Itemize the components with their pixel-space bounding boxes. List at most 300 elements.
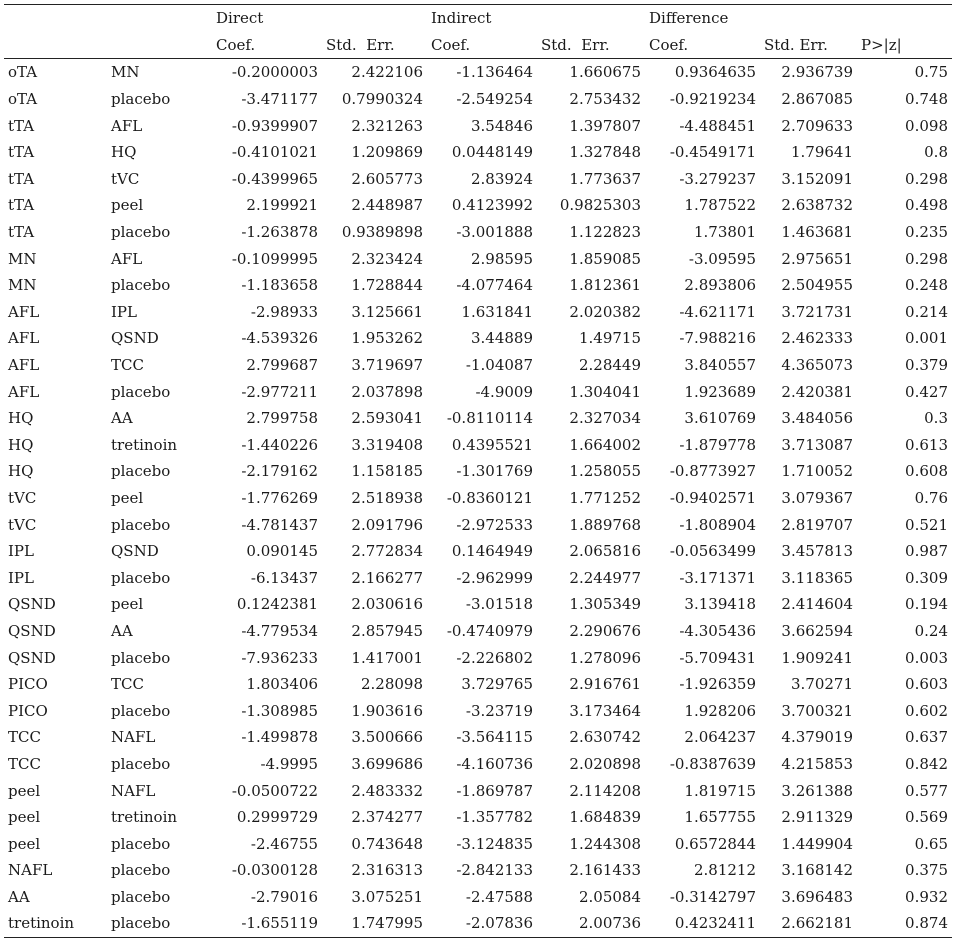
treatment-b-cell: tretinoin (111, 808, 178, 827)
table-row (4, 564, 952, 591)
direct-coef-cell: -0.0500722 (231, 781, 318, 800)
difference-coef-cell: 2.064237 (684, 728, 756, 747)
direct-stderr-cell: 2.448987 (351, 196, 423, 215)
indirect-coef-cell: -4.9009 (475, 382, 533, 401)
difference-stderr-cell: 3.457813 (781, 542, 853, 561)
table-row (4, 777, 952, 804)
treatment-b-cell: TCC (111, 675, 144, 694)
header-difference: Difference (645, 5, 857, 32)
indirect-coef-cell: 1.631841 (461, 302, 533, 321)
indirect-coef-cell: -2.47588 (465, 887, 533, 906)
indirect-stderr-cell: 1.49715 (578, 329, 641, 348)
indirect-coef-cell: 3.44889 (470, 329, 533, 348)
treatment-b-cell: AA (111, 409, 133, 428)
treatment-a-cell: tTA (8, 143, 35, 162)
indirect-stderr-cell: 2.28449 (578, 356, 641, 375)
indirect-stderr-cell: 1.397807 (569, 116, 641, 135)
difference-stderr-cell: 1.909241 (781, 648, 853, 667)
difference-coef-cell: 1.657755 (684, 808, 756, 827)
p-value-cell: 0.248 (905, 276, 948, 295)
table-row (4, 219, 952, 246)
direct-coef-cell: -1.308985 (241, 701, 318, 720)
difference-coef-cell: -5.709431 (679, 648, 756, 667)
treatment-b-cell: placebo (111, 834, 171, 853)
direct-stderr-cell: 2.593041 (351, 409, 423, 428)
p-value-cell: 0.298 (905, 249, 948, 268)
difference-stderr-cell: 3.168142 (781, 861, 853, 880)
indirect-stderr-cell: 1.812361 (569, 276, 641, 295)
treatment-a-cell: oTA (8, 90, 38, 109)
treatment-b-cell: NAFL (111, 728, 156, 747)
p-value-cell: 0.8 (924, 143, 948, 162)
p-value-cell: 0.309 (905, 568, 948, 587)
direct-coef-cell: 1.803406 (246, 675, 318, 694)
difference-coef-cell: -0.8387639 (669, 754, 756, 773)
direct-stderr-cell: 2.030616 (351, 595, 423, 614)
treatment-b-cell: placebo (111, 90, 171, 109)
direct-stderr-cell: 1.953262 (351, 329, 423, 348)
treatment-b-cell: QSND (111, 542, 159, 561)
p-value-cell: 0.76 (914, 488, 948, 507)
direct-stderr-cell: 3.719697 (351, 356, 423, 375)
direct-coef-cell: 2.199921 (246, 196, 318, 215)
indirect-stderr-cell: 2.114208 (569, 781, 641, 800)
p-value-cell: 0.427 (905, 382, 948, 401)
indirect-coef-cell: -1.357782 (456, 808, 533, 827)
difference-stderr-cell: 4.379019 (781, 728, 853, 747)
p-value-cell: 0.842 (905, 754, 948, 773)
table-row (4, 697, 952, 724)
difference-coef-cell: 2.893806 (684, 276, 756, 295)
indirect-stderr-cell: 2.161433 (569, 861, 641, 880)
direct-stderr-cell: 2.316313 (351, 861, 423, 880)
treatment-b-cell: placebo (111, 754, 171, 773)
direct-coef-cell: 0.090145 (246, 542, 318, 561)
treatment-a-cell: peel (8, 808, 41, 827)
treatment-b-cell: placebo (107, 910, 212, 937)
treatment-b-cell: placebo (111, 382, 171, 401)
header-indirect-stderr: Std. Err. (537, 32, 645, 59)
difference-stderr-cell: 2.975651 (781, 249, 853, 268)
header-difference-coef: Coef. (645, 32, 760, 59)
difference-stderr-cell: 2.867085 (781, 90, 853, 109)
difference-coef-cell: -0.9219234 (669, 90, 756, 109)
indirect-coef-cell: -1.04087 (465, 356, 533, 375)
table-row (4, 299, 952, 326)
direct-coef-cell: -2.79016 (250, 887, 318, 906)
table-row (4, 511, 952, 538)
difference-coef-cell: -0.0563499 (669, 542, 756, 561)
indirect-coef-cell: -2.962999 (456, 568, 533, 587)
treatment-b-cell: placebo (111, 462, 171, 481)
difference-stderr-cell: 2.420381 (781, 382, 853, 401)
direct-stderr-cell: 1.903616 (351, 701, 423, 720)
difference-coef-cell: 0.9364635 (674, 63, 756, 82)
difference-stderr-cell: 4.365073 (781, 356, 853, 375)
treatment-a-cell: tretinoin (4, 910, 107, 937)
treatment-a-cell: HQ (8, 462, 34, 481)
direct-coef-cell: -2.977211 (241, 382, 318, 401)
treatment-b-cell: peel (111, 196, 144, 215)
p-value-cell: 0.003 (905, 648, 948, 667)
direct-coef-cell: -0.0300128 (231, 861, 318, 880)
table-row (4, 112, 952, 139)
table-row (4, 538, 952, 565)
table-row (4, 618, 952, 645)
treatment-b-cell: TCC (111, 356, 144, 375)
treatment-a-cell: AFL (8, 329, 40, 348)
p-value-cell: 0.569 (905, 808, 948, 827)
p-value-cell: 0.613 (905, 435, 948, 454)
treatment-a-cell: IPL (8, 542, 34, 561)
treatment-b-cell: placebo (111, 861, 171, 880)
indirect-stderr-cell: 1.327848 (569, 143, 641, 162)
indirect-coef-cell: -1.869787 (456, 781, 533, 800)
treatment-a-cell: MN (8, 276, 37, 295)
treatment-a-cell: QSND (8, 648, 56, 667)
p-value-cell: 0.235 (905, 223, 948, 242)
direct-stderr-cell: 2.374277 (351, 808, 423, 827)
p-value-cell: 0.874 (857, 910, 952, 937)
indirect-stderr-cell: 2.916761 (569, 675, 641, 694)
direct-stderr-cell: 2.321263 (351, 116, 423, 135)
table-body (4, 59, 952, 938)
direct-coef-cell: -7.936233 (241, 648, 318, 667)
indirect-stderr-cell: 1.305349 (569, 595, 641, 614)
difference-coef-cell: -0.4549171 (669, 143, 756, 162)
difference-stderr-cell: 2.709633 (781, 116, 853, 135)
indirect-coef-cell: 2.83924 (470, 169, 533, 188)
direct-coef-cell: 0.1242381 (236, 595, 318, 614)
difference-stderr-cell: 3.079367 (781, 488, 853, 507)
indirect-stderr-cell: 1.684839 (569, 808, 641, 827)
table-row (4, 591, 952, 618)
direct-stderr-cell: 1.158185 (351, 462, 423, 481)
direct-stderr-cell: 0.9389898 (341, 223, 423, 242)
p-value-cell: 0.577 (905, 781, 948, 800)
direct-coef-cell: -0.4101021 (231, 143, 318, 162)
treatment-b-cell: AA (111, 621, 133, 640)
direct-coef-cell: -1.440226 (241, 435, 318, 454)
treatment-b-cell: MN (111, 63, 140, 82)
difference-stderr-cell: 2.462333 (781, 329, 853, 348)
direct-coef-cell: -2.179162 (241, 462, 318, 481)
direct-coef-cell: 0.2999729 (236, 808, 318, 827)
treatment-a-cell: TCC (8, 728, 41, 747)
header-blank-5 (107, 32, 212, 59)
difference-stderr-cell: 2.504955 (781, 276, 853, 295)
direct-coef-cell: -6.13437 (250, 568, 318, 587)
header-indirect-coef: Coef. (427, 32, 537, 59)
direct-coef-cell: -0.2000003 (231, 63, 318, 82)
treatment-b-cell: placebo (111, 568, 171, 587)
indirect-stderr-cell: 1.258055 (569, 462, 641, 481)
indirect-coef-cell: -3.01518 (465, 595, 533, 614)
direct-stderr-cell: 0.743648 (351, 834, 423, 853)
table-row (4, 86, 952, 113)
difference-coef-cell: 1.923689 (684, 382, 756, 401)
treatment-a-cell: oTA (8, 63, 38, 82)
indirect-stderr-cell: 2.630742 (569, 728, 641, 747)
table-row (4, 830, 952, 857)
comparison-table (4, 4, 952, 938)
indirect-coef-cell: 0.0448149 (451, 143, 533, 162)
indirect-stderr-cell: 1.664002 (569, 435, 641, 454)
indirect-stderr-cell: 1.771252 (569, 488, 641, 507)
header-indirect: Indirect (427, 5, 645, 32)
indirect-stderr-cell: 2.020382 (569, 302, 641, 321)
difference-stderr-cell: 4.215853 (781, 754, 853, 773)
treatment-a-cell: PICO (8, 675, 48, 694)
difference-stderr-cell: 3.152091 (781, 169, 853, 188)
difference-coef-cell: -0.8773927 (669, 462, 756, 481)
direct-stderr-cell: 1.747995 (322, 910, 427, 937)
direct-coef-cell: -1.263878 (241, 223, 318, 242)
header-direct: Direct (212, 5, 427, 32)
direct-coef-cell: -3.471177 (241, 90, 318, 109)
indirect-coef-cell: -0.8360121 (446, 488, 533, 507)
table-row (4, 352, 952, 379)
indirect-stderr-cell: 1.773637 (569, 169, 641, 188)
direct-coef-cell: -0.4399965 (231, 169, 318, 188)
table-row (4, 272, 952, 299)
treatment-b-cell: tretinoin (111, 435, 178, 454)
indirect-stderr-cell: 1.304041 (569, 382, 641, 401)
difference-coef-cell: -1.926359 (679, 675, 756, 694)
table-row (4, 59, 952, 86)
treatment-a-cell: tVC (8, 488, 37, 507)
p-value-cell: 0.75 (914, 63, 948, 82)
difference-stderr-cell: 3.484056 (781, 409, 853, 428)
treatment-a-cell: IPL (8, 568, 34, 587)
indirect-stderr-cell: 2.327034 (569, 409, 641, 428)
table-row (4, 378, 952, 405)
indirect-coef-cell: 3.729765 (461, 675, 533, 694)
p-value-cell: 0.375 (905, 861, 948, 880)
indirect-coef-cell: -2.226802 (456, 648, 533, 667)
direct-stderr-cell: 3.500666 (351, 728, 423, 747)
table-row (4, 405, 952, 432)
p-value-cell: 0.602 (905, 701, 948, 720)
indirect-stderr-cell: 1.859085 (569, 249, 641, 268)
treatment-a-cell: TCC (8, 754, 41, 773)
direct-coef-cell: -0.1099995 (231, 249, 318, 268)
direct-stderr-cell: 2.28098 (360, 675, 423, 694)
treatment-a-cell: HQ (8, 435, 34, 454)
direct-coef-cell: -4.539326 (241, 329, 318, 348)
header-group-row (4, 5, 952, 32)
table-row (4, 804, 952, 831)
treatment-a-cell: peel (8, 781, 41, 800)
indirect-coef-cell: -4.160736 (456, 754, 533, 773)
direct-coef-cell: -1.655119 (212, 910, 322, 937)
difference-stderr-cell: 3.721731 (781, 302, 853, 321)
direct-stderr-cell: 2.772834 (351, 542, 423, 561)
indirect-coef-cell: -0.4740979 (446, 621, 533, 640)
difference-stderr-cell: 3.696483 (781, 887, 853, 906)
indirect-stderr-cell: 1.278096 (569, 648, 641, 667)
indirect-stderr-cell: 2.020898 (569, 754, 641, 773)
indirect-coef-cell: -2.07836 (427, 910, 537, 937)
difference-coef-cell: -3.279237 (679, 169, 756, 188)
indirect-stderr-cell: 0.9825303 (559, 196, 641, 215)
treatment-a-cell: tTA (8, 116, 35, 135)
header-direct-stderr: Std. Err. (322, 32, 427, 59)
header-sub-row (4, 32, 952, 59)
direct-stderr-cell: 2.323424 (351, 249, 423, 268)
difference-coef-cell: -1.808904 (679, 515, 756, 534)
difference-coef-cell: 3.610769 (684, 409, 756, 428)
direct-coef-cell: -1.183658 (241, 276, 318, 295)
treatment-b-cell: tVC (111, 169, 140, 188)
treatment-a-cell: MN (8, 249, 37, 268)
direct-coef-cell: -1.499878 (241, 728, 318, 747)
indirect-stderr-cell: 1.889768 (569, 515, 641, 534)
table-row (4, 910, 952, 937)
table-row (4, 325, 952, 352)
indirect-coef-cell: -2.972533 (456, 515, 533, 534)
direct-stderr-cell: 2.037898 (351, 382, 423, 401)
p-value-cell: 0.298 (905, 169, 948, 188)
difference-coef-cell: -0.9402571 (669, 488, 756, 507)
table-row (4, 432, 952, 459)
difference-stderr-cell: 3.118365 (781, 568, 853, 587)
indirect-coef-cell: 2.98595 (470, 249, 533, 268)
p-value-cell: 0.498 (905, 196, 948, 215)
difference-coef-cell: -7.988216 (679, 329, 756, 348)
difference-coef-cell: 1.787522 (684, 196, 756, 215)
header-blank-2 (107, 5, 212, 32)
p-value-cell: 0.3 (924, 409, 948, 428)
p-value-cell: 0.603 (905, 675, 948, 694)
difference-stderr-cell: 2.819707 (781, 515, 853, 534)
difference-stderr-cell: 3.662594 (781, 621, 853, 640)
direct-stderr-cell: 2.605773 (351, 169, 423, 188)
indirect-coef-cell: 3.54846 (470, 116, 533, 135)
direct-coef-cell: -0.9399907 (231, 116, 318, 135)
difference-stderr-cell: 2.911329 (781, 808, 853, 827)
difference-stderr-cell: 1.449904 (781, 834, 853, 853)
indirect-stderr-cell: 2.00736 (537, 910, 645, 937)
difference-coef-cell: -4.621171 (679, 302, 756, 321)
difference-stderr-cell: 1.710052 (781, 462, 853, 481)
header-blank-3 (857, 5, 952, 32)
indirect-coef-cell: -4.077464 (456, 276, 533, 295)
p-value-cell: 0.637 (905, 728, 948, 747)
treatment-b-cell: AFL (111, 116, 143, 135)
table-header (4, 5, 952, 59)
difference-stderr-cell: 2.638732 (781, 196, 853, 215)
p-value-cell: 0.001 (905, 329, 948, 348)
direct-coef-cell: 2.799758 (246, 409, 318, 428)
indirect-coef-cell: 0.1464949 (451, 542, 533, 561)
indirect-stderr-cell: 2.290676 (569, 621, 641, 640)
treatment-a-cell: peel (8, 834, 41, 853)
direct-stderr-cell: 2.518938 (351, 488, 423, 507)
table-row (4, 485, 952, 512)
difference-coef-cell: -0.3142797 (669, 887, 756, 906)
treatment-b-cell: IPL (111, 302, 137, 321)
indirect-coef-cell: -0.8110114 (446, 409, 533, 428)
indirect-coef-cell: -3.23719 (465, 701, 533, 720)
p-value-cell: 0.214 (905, 302, 948, 321)
table-row (4, 884, 952, 911)
difference-stderr-cell: 3.70271 (790, 675, 853, 694)
direct-stderr-cell: 2.483332 (351, 781, 423, 800)
direct-stderr-cell: 2.166277 (351, 568, 423, 587)
difference-coef-cell: 3.139418 (684, 595, 756, 614)
table-row (4, 724, 952, 751)
p-value-cell: 0.24 (914, 621, 948, 640)
direct-stderr-cell: 0.7990324 (341, 90, 423, 109)
direct-stderr-cell: 1.417001 (351, 648, 423, 667)
indirect-coef-cell: -3.564115 (456, 728, 533, 747)
treatment-b-cell: placebo (111, 887, 171, 906)
p-value-cell: 0.932 (905, 887, 948, 906)
indirect-coef-cell: -2.842133 (456, 861, 533, 880)
treatment-a-cell: HQ (8, 409, 34, 428)
difference-stderr-cell: 2.414604 (781, 595, 853, 614)
difference-coef-cell: 0.4232411 (645, 910, 760, 937)
indirect-stderr-cell: 1.244308 (569, 834, 641, 853)
p-value-cell: 0.379 (905, 356, 948, 375)
difference-coef-cell: 1.819715 (684, 781, 756, 800)
indirect-coef-cell: -2.549254 (456, 90, 533, 109)
direct-stderr-cell: 3.075251 (351, 887, 423, 906)
direct-stderr-cell: 2.857945 (351, 621, 423, 640)
indirect-stderr-cell: 2.05084 (578, 887, 641, 906)
difference-coef-cell: -1.879778 (679, 435, 756, 454)
treatment-a-cell: AFL (8, 302, 40, 321)
indirect-coef-cell: 0.4123992 (451, 196, 533, 215)
treatment-a-cell: AFL (8, 356, 40, 375)
indirect-stderr-cell: 1.660675 (569, 63, 641, 82)
table-row (4, 644, 952, 671)
p-value-cell: 0.65 (914, 834, 948, 853)
difference-stderr-cell: 3.713087 (781, 435, 853, 454)
treatment-a-cell: AFL (8, 382, 40, 401)
p-value-cell: 0.194 (905, 595, 948, 614)
table-row (4, 857, 952, 884)
direct-stderr-cell: 3.125661 (351, 302, 423, 321)
treatment-b-cell: placebo (111, 223, 171, 242)
treatment-a-cell: NAFL (8, 861, 53, 880)
treatment-b-cell: placebo (111, 701, 171, 720)
p-value-cell: 0.098 (905, 116, 948, 135)
header-blank-1 (4, 5, 107, 32)
p-value-cell: 0.748 (905, 90, 948, 109)
difference-coef-cell: -4.488451 (679, 116, 756, 135)
difference-coef-cell: 2.81212 (693, 861, 756, 880)
indirect-coef-cell: 0.4395521 (451, 435, 533, 454)
treatment-a-cell: AA (8, 887, 30, 906)
treatment-a-cell: QSND (8, 595, 56, 614)
direct-stderr-cell: 1.728844 (351, 276, 423, 295)
difference-stderr-cell: 1.463681 (781, 223, 853, 242)
difference-coef-cell: 1.73801 (693, 223, 756, 242)
indirect-stderr-cell: 2.244977 (569, 568, 641, 587)
direct-coef-cell: -4.9995 (260, 754, 318, 773)
p-value-cell: 0.608 (905, 462, 948, 481)
direct-stderr-cell: 2.091796 (351, 515, 423, 534)
table-row (4, 245, 952, 272)
indirect-stderr-cell: 3.173464 (569, 701, 641, 720)
direct-coef-cell: -1.776269 (241, 488, 318, 507)
indirect-coef-cell: -1.136464 (456, 63, 533, 82)
table-row (4, 751, 952, 778)
difference-stderr-cell: 3.261388 (781, 781, 853, 800)
header-p-value: P>|z| (857, 32, 952, 59)
